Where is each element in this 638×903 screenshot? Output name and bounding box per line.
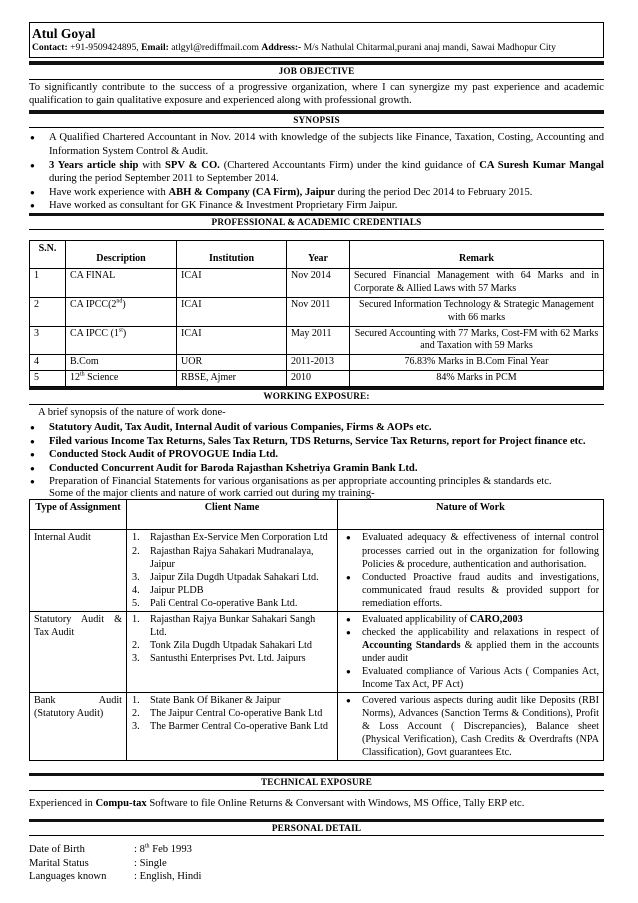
table-cell: B.Com	[66, 355, 177, 371]
table-cell: 12th Science	[66, 371, 177, 387]
table-row	[29, 857, 201, 871]
list-item: ● Covered various aspects during audit like Deposits (RBI Norms), Advances (Sanction Terms & Conditions), Profit & Loss Account ( Discrepancies), Balance sheet (Physical Verification), Cash Credits & Overdrafts (NPA Classification), Govt guarantees Etc.	[342, 694, 599, 759]
table-cell: Secured Accounting with 77 Marks, Cost-FM with 62 Marks and Taxation with 59 Marks	[350, 326, 604, 355]
table-cell: CA FINAL	[66, 269, 177, 298]
table-header-row	[30, 500, 604, 530]
table-row	[30, 355, 604, 371]
list-item: 3. The Barmer Central Co-operative Bank Ltd	[132, 721, 328, 733]
list-item: ● checked the applicability and relaxations in respect of Accounting Standards & applied them in the accounts under audit	[342, 626, 599, 665]
candidate-name: Atul Goyal	[32, 26, 96, 41]
table-row	[30, 611, 604, 692]
table-cell	[127, 530, 338, 611]
clients-table	[29, 499, 604, 761]
table-cell: Nov 2014	[287, 269, 350, 298]
marital-value: : Single	[134, 857, 167, 869]
table-cell: UOR	[177, 355, 287, 371]
list-item: ● Preparation of Financial Statements for various organisations as per appropriate accounting principles & standards etc.	[29, 475, 604, 489]
column-header: Year	[287, 241, 350, 269]
list-item: 3. Santusthi Enterprises Pvt. Ltd. Jaipurs	[132, 652, 306, 664]
synopsis-list	[29, 131, 604, 212]
objective-text: To significantly contribute to the success of a progressive organization, where I can synergize my past experience and academic qualification to gain qualitative exposure and experienced along with professional growth.	[29, 81, 604, 107]
section-heading-working: WORKING EXPOSURE:	[29, 390, 604, 405]
table-cell: 5	[30, 371, 66, 387]
list-item: ● Conducted Stock Audit of PROVOGUE India Ltd.	[29, 448, 604, 462]
working-intro: A brief synopsis of the nature of work done-	[38, 406, 226, 418]
section-heading-personal: PERSONAL DETAIL	[29, 822, 604, 837]
table-row	[30, 269, 604, 298]
table-cell: RBSE, Ajmer	[177, 371, 287, 387]
column-header: Client Name	[127, 500, 338, 530]
table-cell: Nov 2011	[287, 298, 350, 327]
dob-label: Date of Birth	[29, 844, 85, 856]
technical-text: Experienced in Compu-tax Software to file Online Returns & Conversant with Windows, MS Office, Tally ERP etc.	[29, 798, 525, 810]
list-item: ● Conducted Proactive fraud audits and investigations, communicated fraud results & provided support for remediation efforts.	[342, 571, 599, 610]
table-cell: Secured Financial Management with 64 Marks and in Corporate & Allied Laws with 57 Marks	[350, 269, 604, 298]
table-cell: 76.83% Marks in B.Com Final Year	[350, 355, 604, 371]
dob-value: : 8th Feb 1993	[134, 843, 192, 856]
contact-line	[32, 42, 599, 54]
table-cell: ICAI	[177, 269, 287, 298]
list-item: 2. Tonk Zila Dugdh Utpadak Sahakari Ltd	[132, 639, 312, 651]
list-item: ● A Qualified Chartered Accountant in Nov. 2014 with knowledge of the subjects like Finance, Taxation, Costing, Accounting and Information System Control & Audit.	[29, 131, 604, 158]
contact-value: +91-9509424895,	[70, 41, 139, 53]
list-item: 1. Rajasthan Ex-Service Men Corporation Ltd	[132, 532, 328, 544]
contact-label: Contact:	[32, 41, 68, 53]
table-row	[30, 371, 604, 387]
list-item: ● Have work experience with ABH & Company (CA Firm), Jaipur during the period Dec 2014 to February 2015.	[29, 186, 604, 200]
table-row	[30, 298, 604, 327]
email-value: atlgyl@rediffmail.com	[171, 41, 260, 53]
table-row	[29, 843, 201, 857]
table-cell: 1	[30, 269, 66, 298]
table-cell: CA IPCC(2nd)	[66, 298, 177, 327]
table-cell: 2010	[287, 371, 350, 387]
address-label: Address:-	[261, 41, 302, 53]
table-row	[30, 530, 604, 611]
section-heading-credentials: PROFESSIONAL & ACADEMIC CREDENTIALS	[29, 216, 604, 231]
credentials-table	[29, 240, 604, 386]
table-row	[30, 693, 604, 761]
column-header: Institution	[177, 241, 287, 269]
section-heading-objective: JOB OBJECTIVE	[29, 65, 604, 80]
list-item: ● Conducted Concurrent Audit for Baroda Rajasthan Kshetriya Gramin Bank Ltd.	[29, 462, 604, 476]
table-cell	[338, 693, 604, 761]
table-header-row	[30, 241, 604, 269]
table-cell	[127, 611, 338, 692]
list-item: 4. Jaipur PLDB	[132, 584, 204, 596]
table-cell: 3	[30, 326, 66, 355]
list-item: 1. State Bank Of Bikaner & Jaipur	[132, 695, 281, 707]
section-heading-synopsis: SYNOPSIS	[29, 114, 604, 129]
table-cell: 2	[30, 298, 66, 327]
table-cell	[127, 693, 338, 761]
column-header: Type of Assignment	[30, 500, 127, 530]
clients-intro: Some of the major clients and nature of work carried out during my training-	[49, 487, 375, 499]
list-item: ● 3 Years article ship with SPV & CO. (Chartered Accountants Firm) under the kind guidance of CA Suresh Kumar Mangal during the period September 2011 to September 2014.	[29, 159, 604, 186]
table-row	[30, 326, 604, 355]
list-item: 2. The Jaipur Central Co-operative Bank Ltd	[132, 708, 323, 720]
resume-page	[29, 0, 604, 884]
address-value: M/s Nathulal Chitarmal,purani anaj mandi, Sawai Madhopur City	[303, 41, 556, 53]
marital-label: Marital Status	[29, 857, 89, 869]
list-item: 5. Pali Central Co-operative Bank Ltd.	[132, 597, 298, 609]
personal-detail-table	[29, 843, 201, 884]
list-item: ● Statutory Audit, Tax Audit, Internal Audit of various Companies, Firms & AOPs etc.	[29, 421, 604, 435]
list-item: ● Evaluated compliance of Various Acts ( Companies Act, Income Tax Act, PF Act)	[342, 665, 599, 691]
list-item: 3. Jaipur Zila Dugdh Utpadak Sahakari Ltd.	[132, 571, 319, 583]
table-cell: Statutory Audit & Tax Audit	[30, 611, 127, 692]
table-row	[29, 870, 201, 884]
email-label: Email:	[141, 41, 169, 53]
table-cell: 4	[30, 355, 66, 371]
working-list	[29, 421, 604, 489]
table-cell	[338, 530, 604, 611]
table-cell: May 2011	[287, 326, 350, 355]
list-item: ● Have worked as consultant for GK Finance & Investment Proprietary Firm Jaipur.	[29, 199, 604, 213]
table-cell: Bank Audit (Statutory Audit)	[30, 693, 127, 761]
table-cell: ICAI	[177, 326, 287, 355]
languages-value: : English, Hindi	[134, 871, 202, 883]
table-cell: Secured Information Technology & Strategic Management with 66 marks	[350, 298, 604, 327]
column-header: Description	[66, 241, 177, 269]
table-cell: Internal Audit	[30, 530, 127, 611]
table-cell: 2011-2013	[287, 355, 350, 371]
column-header: Remark	[350, 241, 604, 269]
table-cell: CA IPCC (1st)	[66, 326, 177, 355]
table-cell: 84% Marks in PCM	[350, 371, 604, 387]
column-header: Nature of Work	[338, 500, 604, 530]
list-item: ● Filed various Income Tax Returns, Sales Tax Return, TDS Returns, Service Tax Returns, report for Project finance etc.	[29, 435, 604, 449]
list-item: 1. Rajasthan Rajya Bunkar Sahakari Sangh Ltd.	[132, 613, 316, 638]
header-box	[29, 22, 604, 58]
list-item: ● Evaluated adequacy & effectiveness of internal control processes carried out in the organization for following Policies & procedure, authentication and authorisation.	[342, 531, 599, 570]
column-header: S.N.	[30, 241, 66, 269]
table-cell: ICAI	[177, 298, 287, 327]
languages-label: Languages known	[29, 871, 107, 883]
table-cell	[338, 611, 604, 692]
list-item: ● Evaluated applicability of CARO,2003	[342, 613, 599, 626]
list-item: 2. Rajasthan Rajya Sahakari Mudranalaya, Jaipur	[132, 545, 314, 570]
section-heading-technical: TECHNICAL EXPOSURE	[29, 776, 604, 791]
